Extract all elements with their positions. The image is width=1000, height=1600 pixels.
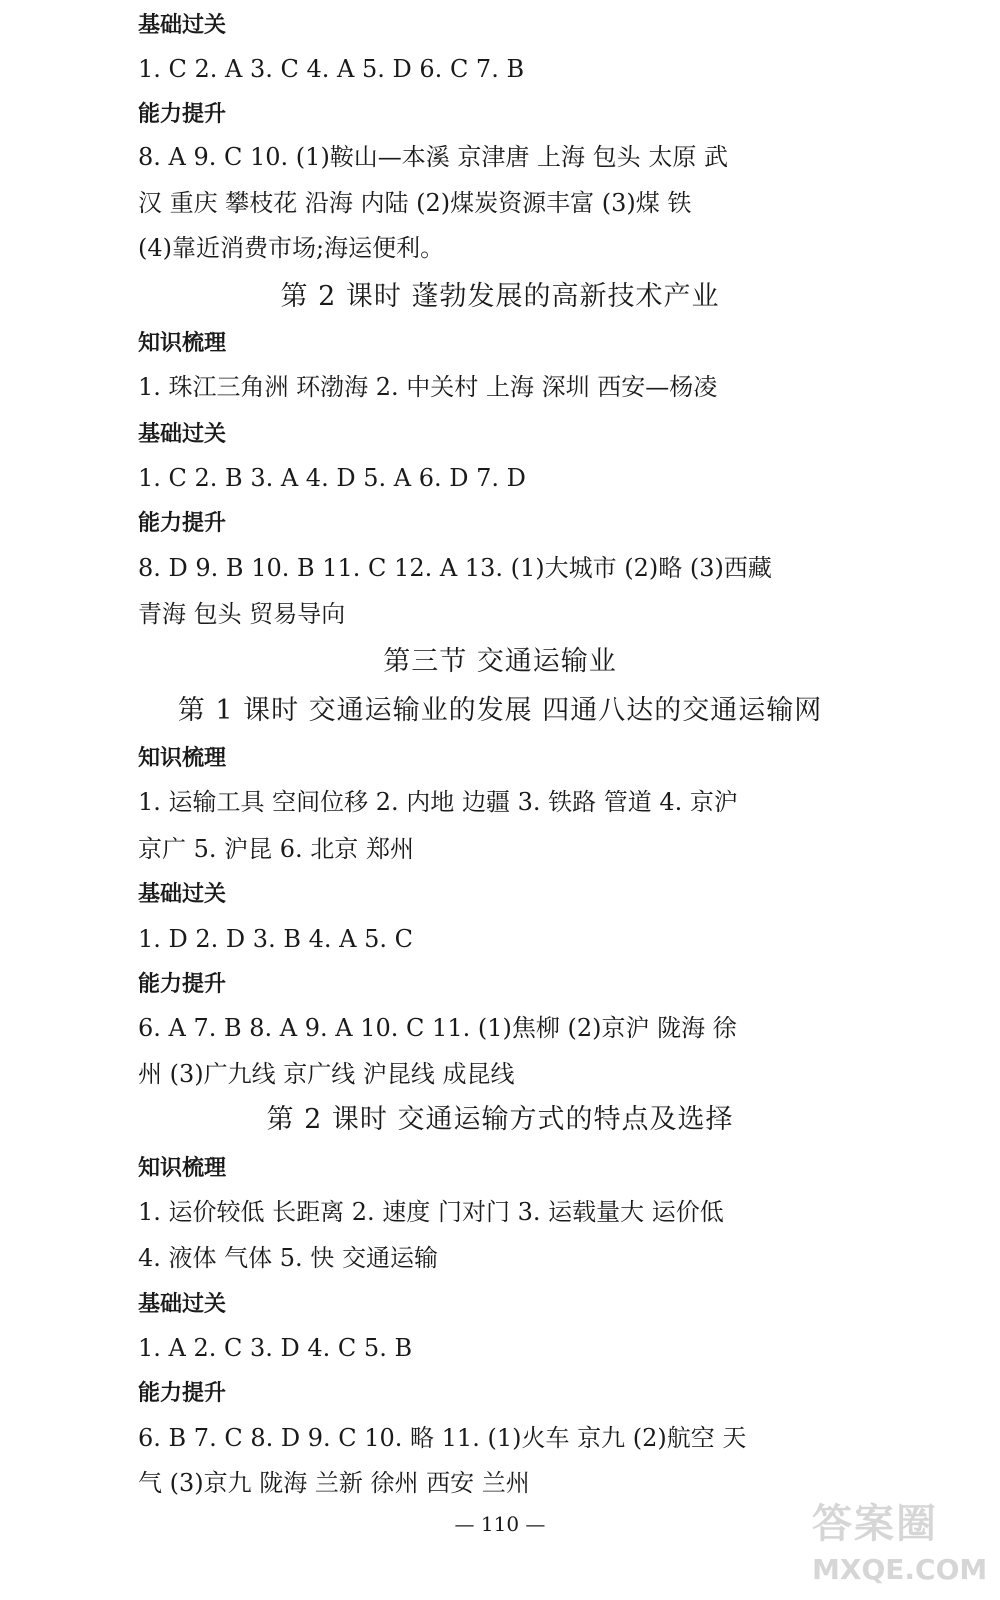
answer-line: 气 (3)京九 陇海 兰新 徐州 西安 兰州	[138, 1469, 530, 1497]
section-heading: 知识梳理	[138, 331, 227, 356]
answer-line: 1. A 2. C 3. D 4. C 5. B	[138, 1334, 413, 1362]
watermark-bottom: MXQE.COM	[812, 1553, 988, 1586]
lesson-title: 第 1 课时 交通运输业的发展 四通八达的交通运输网	[177, 695, 823, 726]
section-heading: 能力提升	[138, 972, 227, 997]
answer-line: 京广 5. 沪昆 6. 北京 郑州	[138, 835, 414, 863]
section-heading: 知识梳理	[138, 746, 227, 771]
answer-line: 1. C 2. A 3. C 4. A 5. D 6. C 7. B	[138, 55, 525, 83]
answer-line: 州 (3)广九线 京广线 沪昆线 成昆线	[138, 1060, 515, 1088]
watermark-top: 答案圈	[812, 1501, 938, 1547]
answer-line: 8. A 9. C 10. (1)鞍山—本溪 京津唐 上海 包头 太原 武	[138, 143, 728, 171]
answer-line: 4. 液体 气体 5. 快 交通运输	[138, 1244, 438, 1272]
answer-line: 汉 重庆 攀枝花 沿海 内陆 (2)煤炭资源丰富 (3)煤 铁	[138, 189, 692, 217]
section-heading: 基础过关	[138, 13, 227, 38]
answer-line: 1. 运价较低 长距离 2. 速度 门对门 3. 运载量大 运价低	[138, 1198, 724, 1226]
section-heading: 基础过关	[138, 422, 227, 447]
answer-line: 1. 珠江三角洲 环渤海 2. 中关村 上海 深圳 西安—杨凌	[138, 373, 718, 401]
answer-line: 6. A 7. B 8. A 9. A 10. C 11. (1)焦柳 (2)京沪 陇海 徐	[138, 1014, 737, 1042]
page-number: — 110 —	[454, 1512, 546, 1536]
section-heading: 能力提升	[138, 1381, 227, 1406]
answer-line: 6. B 7. C 8. D 9. C 10. 略 11. (1)火车 京九 (2)航空 天	[138, 1424, 747, 1452]
answer-line: 8. D 9. B 10. B 11. C 12. A 13. (1)大城市 (2)略 (3)西藏	[138, 554, 772, 582]
lesson-title: 第 2 课时 交通运输方式的特点及选择	[266, 1104, 734, 1135]
answer-line: 1. D 2. D 3. B 4. A 5. C	[138, 925, 413, 953]
section-heading: 能力提升	[138, 102, 227, 127]
lesson-title: 第 2 课时 蓬勃发展的高新技术产业	[280, 281, 720, 312]
section-heading: 能力提升	[138, 511, 227, 536]
answer-line: 1. 运输工具 空间位移 2. 内地 边疆 3. 铁路 管道 4. 京沪	[138, 788, 738, 816]
section-heading: 基础过关	[138, 882, 227, 907]
watermark-logo	[812, 1492, 988, 1592]
answer-line: 1. C 2. B 3. A 4. D 5. A 6. D 7. D	[138, 464, 526, 492]
section-heading: 知识梳理	[138, 1156, 227, 1181]
section-heading: 基础过关	[138, 1292, 227, 1317]
answer-line: (4)靠近消费市场;海运便利。	[138, 234, 445, 262]
answer-line: 青海 包头 贸易导向	[138, 600, 346, 628]
section-title: 第三节 交通运输业	[383, 646, 617, 677]
